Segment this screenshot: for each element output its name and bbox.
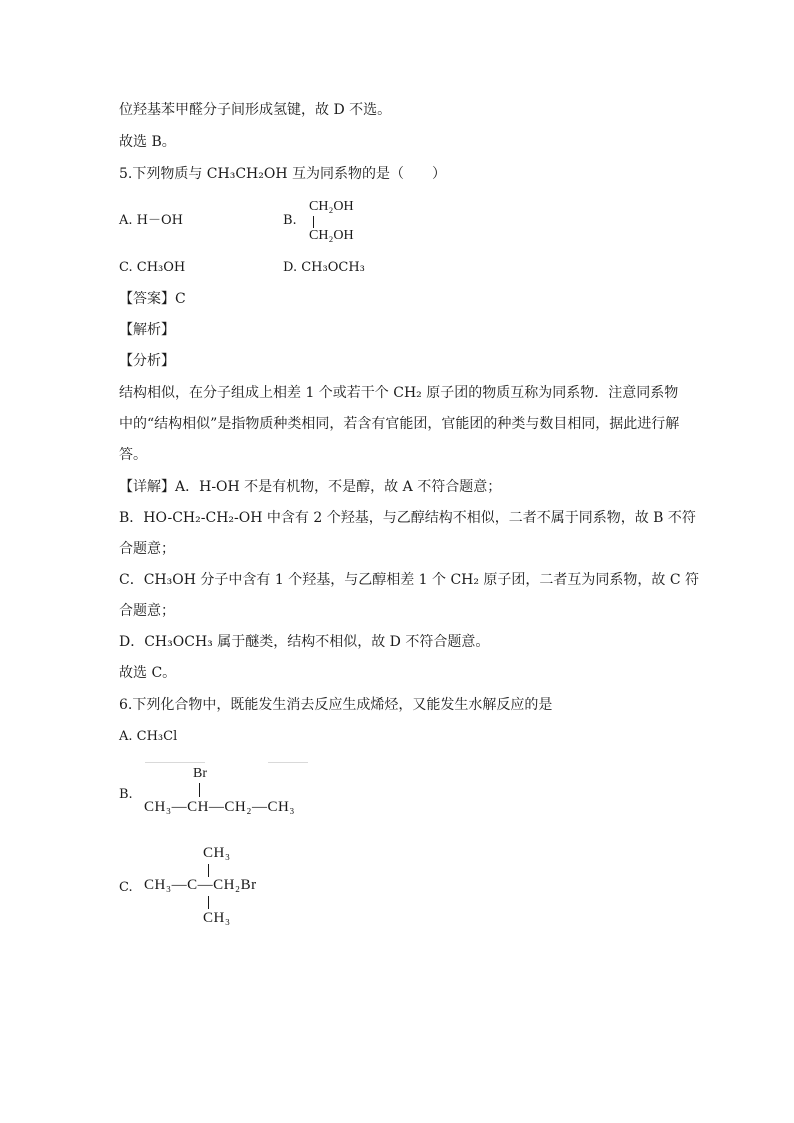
option-6c-bottom: CH₃ [203,910,231,926]
option-6b-chain: CH₃—CH—CH₂—CH₃ [144,799,296,815]
bond-line [313,216,314,228]
bond-line [208,896,209,909]
paragraph-line: 中的“结构相似”是指物质种类相同，若含有官能团，官能团的种类与数目相同，据此进行解 [119,416,680,432]
answer-heading: 【答案】C [119,291,186,307]
question-6: 6.下列化合物中，既能发生消去反应生成烯烃，又能发生水解反应的是 [119,697,553,713]
text-line: 故选 B。 [119,134,176,150]
detail-line: D．CH₃OCH₃ 属于醚类，结构不相似，故 D 不符合题意。 [119,634,490,650]
scan-artifact [145,762,205,763]
paragraph-line: 答。 [119,447,147,463]
analysis-heading: 【解析】 [119,322,175,338]
detail-line: 合题意； [119,603,175,619]
detail-line: 【详解】A．H-OH 不是有机物，不是醇，故 A 不符合题意； [119,479,502,495]
option-6b-label: B. [119,787,133,802]
option-5d: D. CH₃OCH₃ [283,260,365,275]
option-6b-br: Br [193,766,207,781]
scan-artifact [268,762,308,763]
option-6c-chain: CH₃—C—CH₂Br [144,877,257,893]
option-6c-top: CH₃ [203,845,231,861]
detail-line: B．HO-CH₂-CH₂-OH 中含有 2 个羟基，与乙醇结构不相似，二者不属于同系物，故 B 不符 [119,510,696,526]
bond-line [208,864,209,877]
question-5: 5.下列物质与 CH₃CH₂OH 互为同系物的是（ ） [119,166,447,182]
option-5b-bottom: CH₂OH [309,228,354,243]
detail-line: 故选 C。 [119,665,177,681]
text-line: 位羟基苯甲醛分子间形成氢键，故 D 不选。 [119,102,392,118]
option-5a: A. H－OH [119,213,183,228]
option-5b-label: B. [283,213,297,228]
option-6a: A. CH₃Cl [119,729,178,744]
option-5b-top: CH₂OH [309,199,354,214]
option-6c-label: C. [119,880,133,895]
bond-line [199,783,200,797]
analysis-subheading: 【分析】 [119,353,175,369]
detail-line: C．CH₃OH 分子中含有 1 个羟基，与乙醇相差 1 个 CH₂ 原子团，二者互为同系物，故 C 符 [119,572,700,588]
detail-line: 合题意； [119,541,175,557]
paragraph-line: 结构相似，在分子组成上相差 1 个或若干个 CH₂ 原子团的物质互称为同系物．注意同系物 [119,385,679,401]
option-5c: C. CH₃OH [119,260,186,275]
